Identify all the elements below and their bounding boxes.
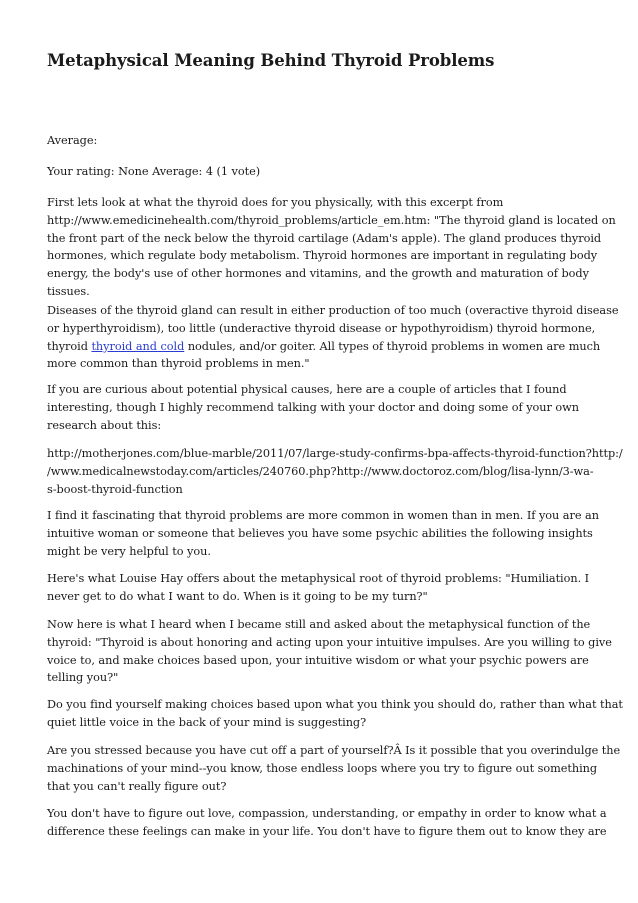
text-line: Do you find yourself making choices based upon what you think you should do, rather than what that bbox=[47, 698, 623, 711]
text-line: If you are curious about potential physical causes, here are a couple of articles that I found bbox=[47, 383, 567, 396]
text-line: energy, the body's use of other hormones and vitamins, and the growth and maturation of body bbox=[47, 267, 589, 281]
text-line: First lets look at what the thyroid does for you physically, with this excerpt from bbox=[47, 196, 504, 209]
text-line: /www.medicalnewstoday.com/articles/240760.php?http://www.doctoroz.com/blog/lisa-lynn/3-wa- bbox=[47, 464, 594, 478]
text-line: http://motherjones.com/blue-marble/2011/07/large-study-confirms-bpa-affects-thyroid-function?http:/ bbox=[47, 447, 623, 460]
page-title: Metaphysical Meaning Behind Thyroid Problems bbox=[47, 51, 495, 70]
average-label: Average: bbox=[47, 134, 98, 147]
text-line: Are you stressed because you have cut off a part of yourself?Â Is it possible that you overindulge the bbox=[47, 744, 621, 757]
paragraph-thyroid-function bbox=[47, 194, 616, 301]
text-line: difference these feelings can make in your life. You don't have to figure them out to know they are bbox=[47, 824, 607, 838]
text-line: You don't have to figure out love, compassion, understanding, or empathy in order to know what a bbox=[47, 807, 607, 820]
thyroid-and-cold-link[interactable]: thyroid and cold bbox=[91, 339, 185, 353]
text-line: tissues. bbox=[47, 284, 90, 298]
text-line: Now here is what I heard when I became still and asked about the metaphysical function of the bbox=[47, 618, 591, 631]
text-line: might be very helpful to you. bbox=[47, 544, 211, 558]
text-line: Diseases of the thyroid gland can result in either production of too much (overactive thyroid disease bbox=[47, 304, 619, 317]
paragraph-metaphysical-function bbox=[47, 616, 612, 687]
text-line: intuitive woman or someone that believes you have some psychic abilities the following insights bbox=[47, 526, 593, 540]
text-line: never get to do what I want to do. When is it going to be my turn?" bbox=[47, 589, 428, 603]
text-line: the front part of the neck below the thyroid cartilage (Adam's apple). The gland produces thyroid bbox=[47, 231, 602, 245]
text-line: Here's what Louise Hay offers about the metaphysical root of thyroid problems: "Humiliation. I bbox=[47, 572, 590, 585]
text-line: telling you?" bbox=[47, 671, 119, 685]
paragraph-stressed bbox=[47, 742, 621, 795]
text-line: hormones, which regulate body metabolism. Thyroid hormones are important in regulating body bbox=[47, 249, 598, 263]
text-line: http://www.emedicinehealth.com/thyroid_problems/article_em.htm: "The thyroid gland is located on bbox=[47, 213, 616, 227]
paragraph-love-compassion bbox=[47, 805, 607, 841]
text-line: more common than thyroid problems in men." bbox=[47, 357, 310, 371]
paragraph-women-intuition bbox=[47, 507, 599, 560]
text-line: voice to, and make choices based upon, your intuitive wisdom or what your psychic powers are bbox=[47, 653, 589, 667]
paragraph-thyroid-diseases bbox=[47, 302, 619, 373]
paragraph-louise-hay bbox=[47, 570, 595, 606]
paragraph-making-choices bbox=[47, 696, 623, 732]
text-line: I find it fascinating that thyroid problems are more common in women than in men. If you are an bbox=[47, 509, 599, 522]
text-line: machinations of your mind--you know, those endless loops where you try to figure out something bbox=[47, 761, 598, 775]
text-line: or hyperthyroidism), too little (underactive thyroid disease or hypothyroidism) thyroid hormone, bbox=[47, 321, 596, 335]
text-line: s-boost-thyroid-function bbox=[47, 482, 183, 496]
text-line: that you can't really figure out? bbox=[47, 779, 227, 793]
text-line: thyroid: "Thyroid is about honoring and acting upon your intuitive impulses. Are you willing to give bbox=[47, 635, 612, 649]
text-line: research about this: bbox=[47, 418, 162, 432]
text-line: interesting, though I highly recommend talking with your doctor and doing some of your own bbox=[47, 400, 579, 414]
paragraph-physical-causes bbox=[47, 381, 595, 434]
rating-text: Your rating: None Average: 4 (1 vote) bbox=[47, 165, 261, 178]
paragraph-article-urls bbox=[47, 445, 623, 498]
text-line-with-link: thyroid thyroid and cold nodules, and/or goiter. All types of thyroid problems in women are much bbox=[47, 339, 601, 353]
text-line: quiet little voice in the back of your mind is suggesting? bbox=[47, 715, 367, 729]
